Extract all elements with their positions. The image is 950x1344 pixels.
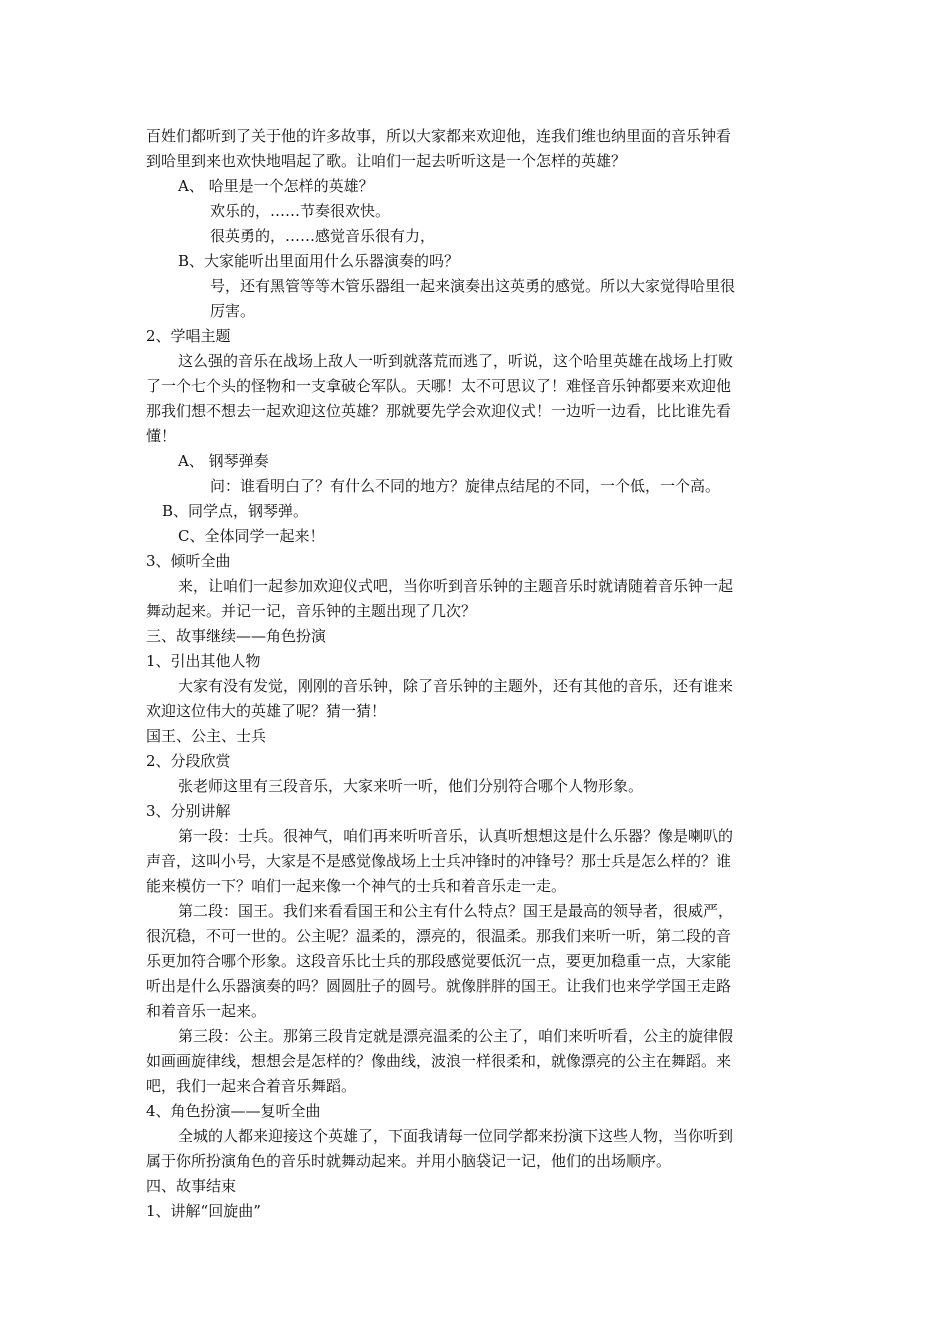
- text-line: 欢乐的，……节奏很欢快。: [210, 202, 391, 220]
- text-line: 这么强的音乐在战场上敌人一听到就落荒而逃了，听说，这个哈里英雄在战场上打败: [178, 352, 734, 370]
- text-line: 舞动起来。并记一记，音乐钟的主题出现了几次？: [146, 602, 477, 620]
- text-line: B、大家能听出里面用什么乐器演奏的吗？: [178, 252, 460, 270]
- text-line: 国王、公主、士兵: [146, 727, 267, 745]
- text-line: 欢迎这位伟大的英雄了呢？猜一猜！: [146, 702, 387, 720]
- text-line: 问：谁看明白了？有什么不同的地方？旋律点结尾的不同，一个低，一个高。: [210, 477, 721, 495]
- section-heading: 3、分别讲解: [146, 802, 231, 820]
- text-line: B、同学点，钢琴弹。: [162, 502, 309, 520]
- section-heading: 3、倾听全曲: [146, 552, 231, 570]
- section-heading: 4、角色扮演——复听全曲: [146, 1102, 321, 1120]
- section-heading: 2、分段欣赏: [146, 752, 231, 770]
- section-heading: 1、讲解“回旋曲”: [146, 1202, 261, 1220]
- text-line: 全城的人都来迎接这个英雄了，下面我请每一位同学都来扮演下这些人物，当你听到: [178, 1127, 734, 1145]
- text-line: 到哈里到来也欢快地唱起了歌。让咱们一起去听听这是一个怎样的英雄？: [146, 152, 627, 170]
- text-line: 声音，这叫小号，大家是不是感觉像战场上士兵冲锋时的冲锋号？那士兵是怎么样的？谁: [146, 852, 732, 870]
- text-line: 百姓们都听到了关于他的许多故事，所以大家都来欢迎他，连我们维也纳里面的音乐钟看: [146, 127, 732, 145]
- text-line: A、 钢琴弹奏: [178, 452, 269, 470]
- text-line: 吧，我们一起来合着音乐舞蹈。: [146, 1077, 357, 1095]
- text-line: 很英勇的，……感觉音乐很有力，: [210, 227, 436, 245]
- text-line: 那我们想不想去一起欢迎这位英雄？那就要先学会欢迎仪式！一边听一边看，比比谁先看: [146, 402, 732, 420]
- text-line: 来，让咱们一起参加欢迎仪式吧，当你听到音乐钟的主题音乐时就请随着音乐钟一起: [178, 577, 734, 595]
- text-line: 很沉稳，不可一世的。公主呢？温柔的，漂亮的，很温柔。那我们来听一听，第二段的音: [146, 927, 732, 945]
- text-line: 第三段：公主。那第三段肯定就是漂亮温柔的公主了，咱们来听听看，公主的旋律假: [178, 1027, 734, 1045]
- text-line: 乐更加符合哪个形象。这段音乐比士兵的那段感觉要低沉一点，要更加稳重一点，大家能: [146, 952, 732, 970]
- text-line: 能来模仿一下？咱们一起来像一个神气的士兵和着音乐走一走。: [146, 877, 567, 895]
- section-heading: 1、引出其他人物: [146, 652, 261, 670]
- text-line: 属于你所扮演角色的音乐时就舞动起来。并用小脑袋记一记，他们的出场顺序。: [146, 1152, 672, 1170]
- text-line: 张老师这里有三段音乐，大家来听一听，他们分别符合哪个人物形象。: [178, 777, 644, 795]
- text-line: C、全体同学一起来！: [178, 527, 325, 545]
- text-line: 厉害。: [210, 302, 256, 320]
- section-heading: 四、故事结束: [146, 1177, 237, 1195]
- text-line: 了一个七个头的怪物和一支拿破仑军队。天哪！太不可思议了！难怪音乐钟都要来欢迎他: [146, 377, 732, 395]
- text-line: A、 哈里是一个怎样的英雄？: [178, 177, 374, 195]
- text-line: 和着音乐一起来。: [146, 1002, 267, 1020]
- text-line: 如画画旋律线，想想会是怎样的？像曲线，波浪一样很柔和，就像漂亮的公主在舞蹈。来: [146, 1052, 732, 1070]
- section-heading: 2、学唱主题: [146, 327, 231, 345]
- text-line: 懂！: [146, 427, 177, 445]
- section-heading: 三、故事继续——角色扮演: [146, 627, 327, 645]
- text-line: 第二段：国王。我们来看看国王和公主有什么特点？国王是最高的领导者，很威严，: [178, 902, 734, 920]
- text-line: 号，还有黑管等等木管乐器组一起来演奏出这英勇的感觉。所以大家觉得哈里很: [210, 277, 736, 295]
- text-line: 听出是什么乐器演奏的吗？圆圆肚子的圆号。就像胖胖的国王。让我们也来学学国王走路: [146, 977, 732, 995]
- document-body: [146, 124, 806, 1224]
- text-line: 大家有没有发觉，刚刚的音乐钟，除了音乐钟的主题外，还有其他的音乐，还有谁来: [178, 677, 734, 695]
- text-line: 第一段：士兵。很神气，咱们再来听听音乐，认真听想想这是什么乐器？像是喇叭的: [178, 827, 734, 845]
